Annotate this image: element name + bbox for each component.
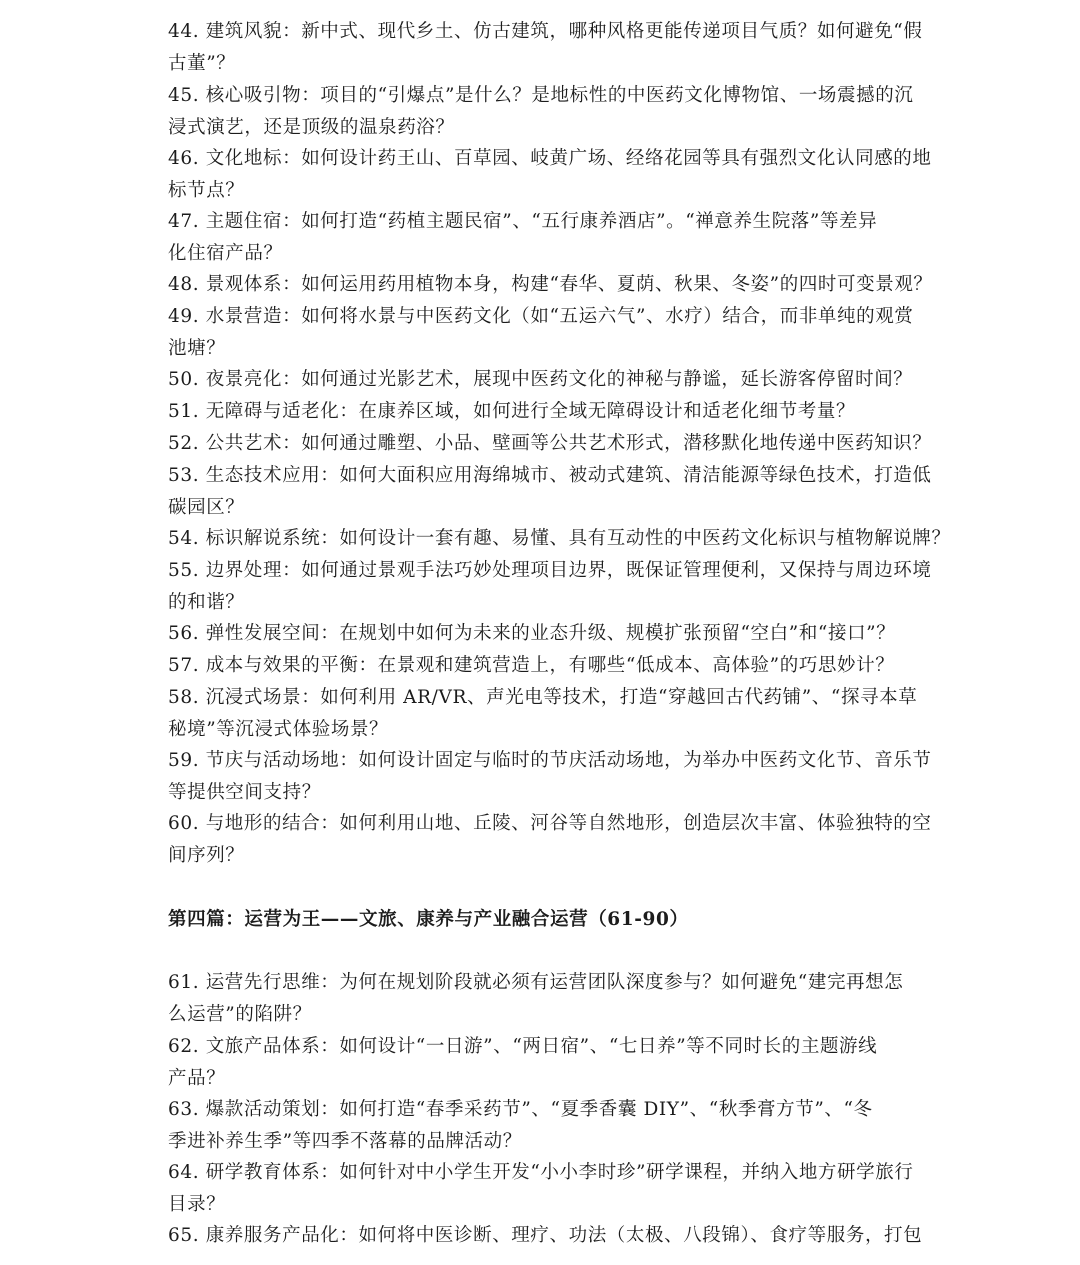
- item-text-line: 季进补养生季”等四季不落幕的品牌活动？: [168, 1130, 522, 1152]
- item-text-line: 47. 主题住宿：如何打造“药植主题民宿”、“五行康养酒店”。“禅意养生院落”等差异: [168, 211, 878, 232]
- list-item: [168, 808, 932, 871]
- list-item: [168, 460, 932, 523]
- list-item: [168, 1094, 920, 1157]
- item-text-line: 秘境”等沉浸式体验场景？: [168, 718, 389, 740]
- item-text-line: 63. 爆款活动策划：如何打造“春季采药节”、“夏季香囊 DIY”、“秋季膏方节”、“冬: [168, 1099, 873, 1120]
- list-item: [168, 301, 920, 364]
- item-text-line: 62. 文旅产品体系：如何设计“一日游”、“两日宿”、“七日养”等不同时长的主题游线: [168, 1036, 878, 1057]
- list-item: [168, 80, 920, 143]
- item-text-line: 59. 节庆与活动场地：如何设计固定与临时的节庆活动场地，为举办中医药文化节、音乐节: [168, 750, 932, 771]
- item-text-line: 池塘？: [168, 337, 226, 359]
- item-text-line: 50. 夜景亮化：如何通过光影艺术，展现中医药文化的神秘与静谧，延长游客停留时间？: [168, 369, 913, 390]
- list-item: [168, 1157, 920, 1220]
- list-item: [168, 682, 920, 745]
- item-text-line: 的和谐？: [168, 591, 245, 613]
- item-text-line: 间序列？: [168, 844, 245, 866]
- item-text-line: 60. 与地形的结合：如何利用山地、丘陵、河谷等自然地形，创造层次丰富、体验独特的空: [168, 813, 932, 834]
- item-text-line: 49. 水景营造：如何将水景与中医药文化（如“五运六气”、水疗）结合，而非单纯的观赏: [168, 306, 914, 327]
- item-text-line: 48. 景观体系：如何运用药用植物本身，构建“春华、夏荫、秋果、冬姿”的四时可变景观？: [168, 274, 933, 295]
- item-text-line: 64. 研学教育体系：如何针对中小学生开发“小小李时珍”研学课程，并纳入地方研学旅行: [168, 1162, 914, 1183]
- list-item: [168, 396, 920, 428]
- list-item: [168, 1220, 923, 1252]
- list-item: [168, 428, 932, 460]
- item-text-line: 产品？: [168, 1067, 226, 1089]
- item-text-line: 等提供空间支持？: [168, 781, 321, 803]
- item-text-line: 54. 标识解说系统：如何设计一套有趣、易懂、具有互动性的中医药文化标识与植物解说牌？: [168, 528, 951, 549]
- list-item: [168, 618, 920, 650]
- item-text-line: 古董”？: [168, 52, 236, 74]
- item-text-line: 46. 文化地标：如何设计药王山、百草园、岐黄广场、经络花园等具有强烈文化认同感的地: [168, 148, 932, 169]
- list-item: [168, 967, 920, 1030]
- list-item: [168, 269, 933, 301]
- item-text-line: 56. 弹性发展空间：在规划中如何为未来的业态升级、规模扩张预留“空白”和“接口”？: [168, 623, 896, 644]
- list-item: [168, 206, 920, 269]
- item-text-line: 浸式演艺，还是顶级的温泉药浴？: [168, 116, 455, 138]
- item-text-line: 44. 建筑风貌：新中式、现代乡土、仿古建筑，哪种风格更能传递项目气质？如何避免“假: [168, 21, 923, 42]
- list-item: [168, 650, 920, 682]
- item-text-line: 61. 运营先行思维：为何在规划阶段就必须有运营团队深度参与？如何避免“建完再想怎: [168, 972, 904, 993]
- list-item: [168, 1031, 920, 1094]
- list-item: [168, 16, 923, 79]
- section-heading: 第四篇：运营为王——文旅、康养与产业融合运营（61-90）: [168, 909, 689, 930]
- item-text-line: 53. 生态技术应用：如何大面积应用海绵城市、被动式建筑、清洁能源等绿色技术，打造低: [168, 465, 932, 486]
- item-text-line: 55. 边界处理：如何通过景观手法巧妙处理项目边界，既保证管理便利，又保持与周边环境: [168, 560, 932, 581]
- list-item: [168, 745, 932, 808]
- item-text-line: 化住宿产品？: [168, 242, 283, 264]
- item-text-line: 45. 核心吸引物：项目的“引爆点”是什么？是地标性的中医药文化博物馆、一场震撼的沉: [168, 85, 914, 106]
- list-item: [168, 523, 951, 555]
- item-text-line: 57. 成本与效果的平衡：在景观和建筑营造上，有哪些“低成本、高体验”的巧思妙计？: [168, 655, 895, 676]
- item-text-line: 58. 沉浸式场景：如何利用 AR/VR、声光电等技术，打造“穿越回古代药铺”、“探寻本草: [168, 687, 918, 708]
- list-item: [168, 555, 932, 618]
- item-text-line: 51. 无障碍与适老化：在康养区域，如何进行全域无障碍设计和适老化细节考量？: [168, 401, 856, 422]
- item-text-line: 标节点？: [168, 179, 245, 201]
- item-text-line: 么运营”的陷阱？: [168, 1003, 312, 1025]
- item-text-line: 65. 康养服务产品化：如何将中医诊断、理疗、功法（太极、八段锦）、食疗等服务，打包: [168, 1225, 923, 1246]
- item-text-line: 52. 公共艺术：如何通过雕塑、小品、壁画等公共艺术形式，潜移默化地传递中医药知识？: [168, 433, 932, 454]
- list-item: [168, 143, 932, 206]
- list-item: [168, 364, 920, 396]
- item-text-line: 碳园区？: [168, 496, 245, 518]
- item-text-line: 目录？: [168, 1193, 226, 1215]
